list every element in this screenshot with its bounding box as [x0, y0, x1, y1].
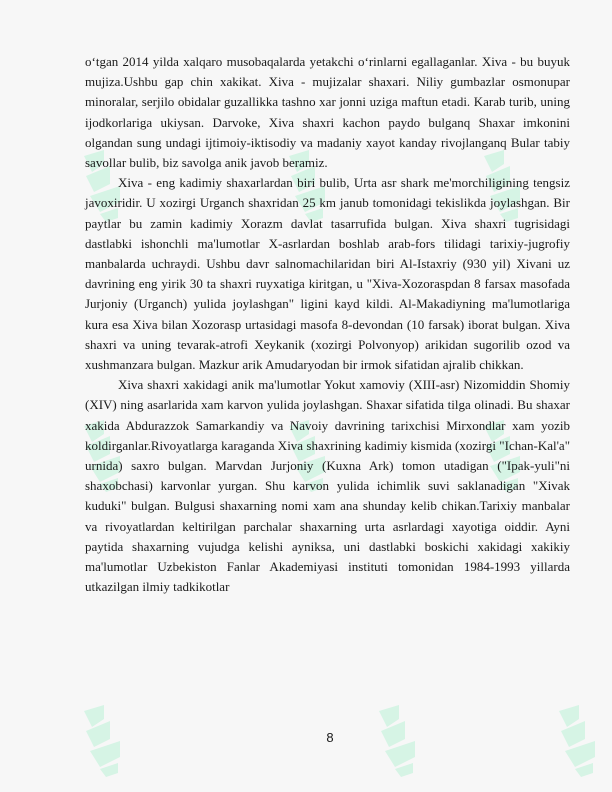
- paragraph: Xiva - eng kadimiy shaxarlardan biri bulib, Urta asr shark me'morchiligining tengsiz javoxiridir. U xozirgi Urganch shaxridan 25 km janub tomonidagi tekislikda joylashgan. Bir paytlar bu zamin kadimiy Xorazm davlat tasarrufida bulgan. Xiva shaxri tugrisidagi dastlabki ishonchli ma'lumotlar X-asrlardan boshlab arab-fors tilidagi tarixiy-jugrofiy manbalarda uchraydi. Ushbu davr salnomachilaridan biri Al-Istaxriy (930 yil) Xivani uz davrining eng yirik 30 ta shaxri ruyxatiga kiritgan, u "Xiva-Xozoraspdan 8 farsax masofada Jurjoniy (Urganch) yulida joylashgan" ligini kayd kildi. Al-Makadiyning ma'lumotlariga kura esa Xiva bilan Xozorasp urtasidagi masofa 8-devondan (10 farsak) iborat bulgan. Xiva shaxri va uning tevarak-atrofi Xeykanik (xozirgi Polvonyop) arikidan sugorilib ozod va xushmanzara bulgan. Mazkur arik Amudaryodan bir irmok sifatidan ajralib chikkan.: [85, 175, 570, 373]
- body-text: [85, 52, 570, 597]
- paragraph: o‘tgan 2014 yilda xalqaro musobaqalarda yetakchi o‘rinlarni egallaganlar. Xiva - bu buyuk mujiza.Ushbu gap chin xakikat. Xiva - mujizalar shaxari. Niliy gumbazlar osmonupar minoralar, serjilo obidalar guzallikka tashno xar jonni uziga maftun etadi. Karab turib, uning ijodkorlariga ukiysan. Darvoke, Xiva shaxri kachon paydo bulganq Shaxar imkonini olgandan sung undagi ijtimoiy-iktisodiy va madaniy xayot kanday rivojlanganq Bular tabiy savollar bulib, biz savolga anik javob beramiz.: [85, 54, 570, 171]
- paragraph: Xiva shaxri xakidagi anik ma'lumotlar Yokut xamoviy (XIII-asr) Nizomiddin Shomiy (XIV) ning asarlarida xam karvon yulida joylashgan. Shaxar sifatida tilga olinadi. Bu shaxar xakida Abdurazzok Samarkandiy va Navoiy davrining tarixchisi Mirxondlar xam yozib koldirganlar.Rivoyatlarga karaganda Xiva shaxrining kadimiy kismida (xozirgi "Ichan-Kal'a" urnida) saxro bulgan. Marvdan Jurjoniy (Kuxna Ark) tomon utadigan ("Ipak-yuli"ni shaxobchasi) karvonlar yurgan. Shu karvon yulida ichimlik suvi saklanadigan "Xivak kuduki" bulgan. Bulgusi shaxarning nomi xam ana shunday kelib chikan.Tarixiy manbalar va rivoyatlardan keltirilgan parchalar shaxarning urta asrlardagi xayotiga oiddir. Ayni paytida shaxarning vujudga kelishi ayniksa, uni dastlabki boskichi xakidagi xakikiy ma'lumotlar Uzbekiston Fanlar Akademiyasi instituti tomonidan 1984-1993 yillarda utkazilgan ilmiy tadkikotlar: [85, 377, 570, 595]
- page-number: 8: [326, 730, 334, 745]
